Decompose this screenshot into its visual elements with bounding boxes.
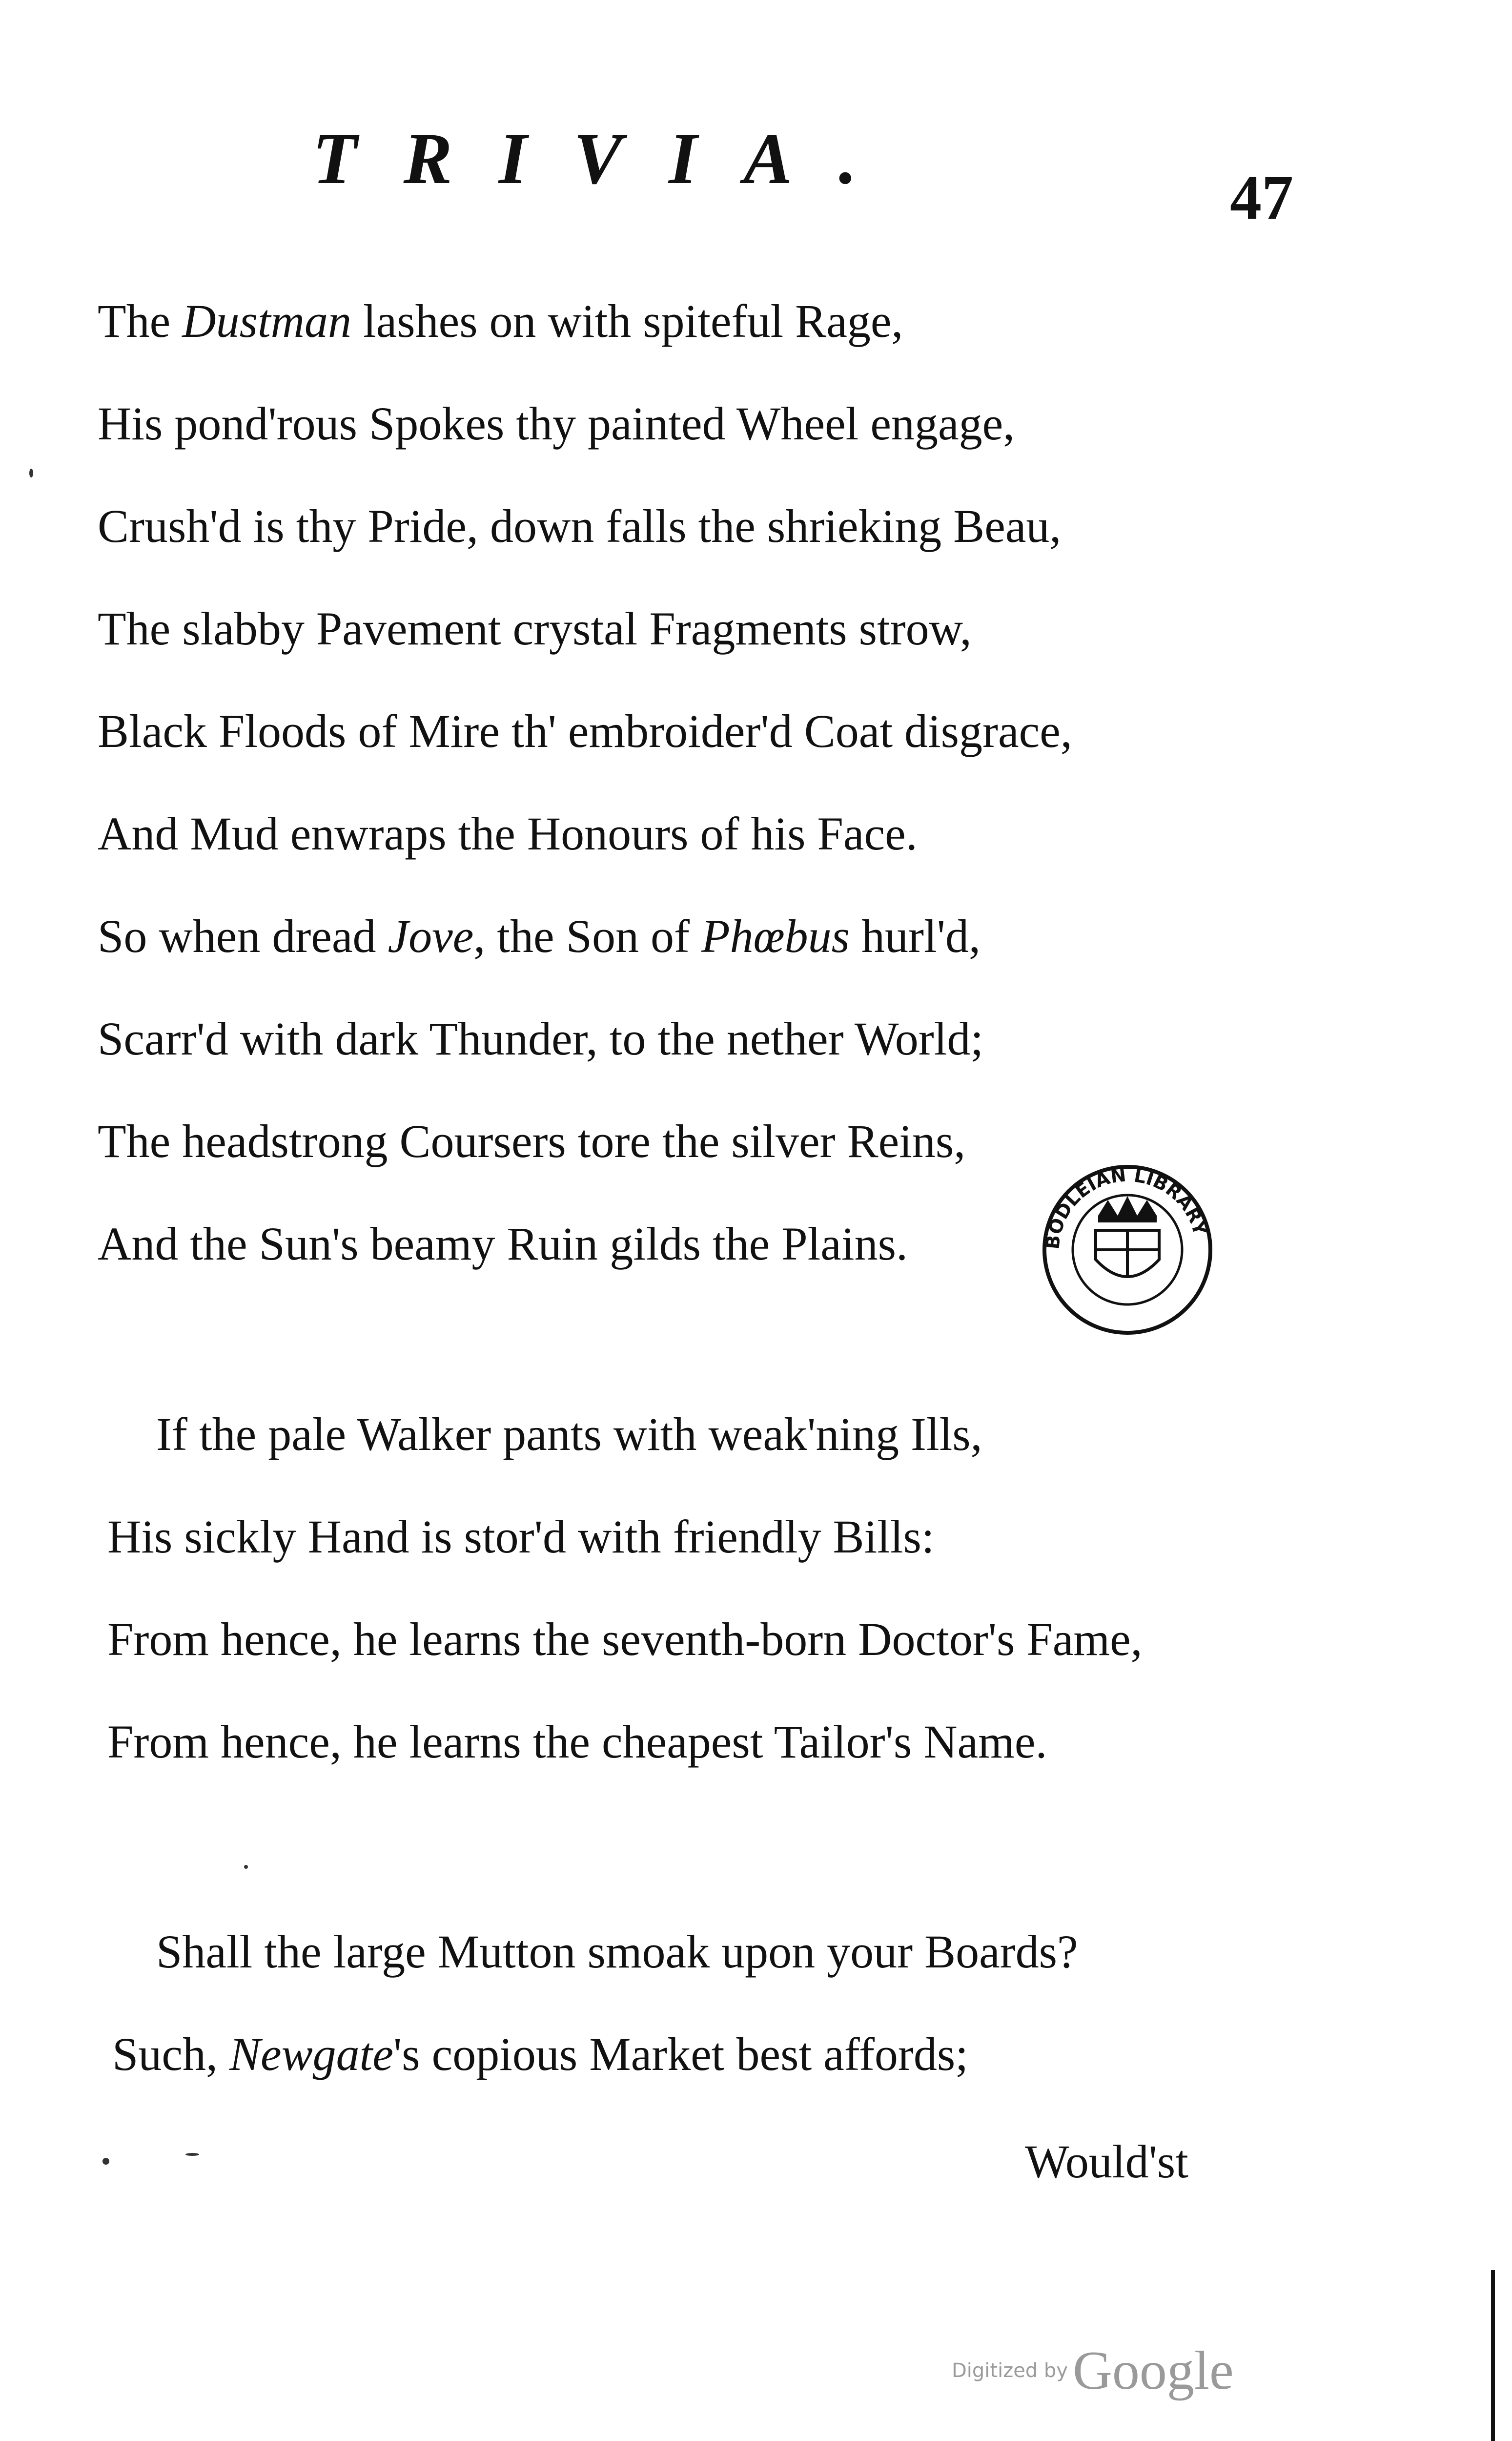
verse-line: And Mud enwraps the Honours of his Face. (98, 807, 918, 860)
verse-line: His pond'rous Spokes thy painted Wheel engage, (98, 397, 1015, 450)
verse-line: The slabby Pavement crystal Fragments strow, (98, 602, 972, 655)
ink-speck (102, 2158, 109, 2165)
library-stamp (1040, 1162, 1215, 1338)
verse-line: And the Sun's beamy Ruin gilds the Plains. (98, 1218, 908, 1270)
page-number: 47 (1230, 163, 1293, 233)
verse-line: If the pale Walker pants with weak'ning Ills, (156, 1408, 982, 1460)
running-title: TRIVIA. (312, 118, 904, 199)
verse-line: His sickly Hand is stor'd with friendly Bills: (107, 1510, 935, 1563)
verse-line: The headstrong Coursers tore the silver Reins, (98, 1115, 966, 1167)
verse-line: So when dread Jove, the Son of Phœbus hurl'd, (98, 910, 981, 962)
verse-line: From hence, he learns the cheapest Tailor's Name. (107, 1716, 1047, 1768)
verse-line: From hence, he learns the seventh-born Doctor's Fame, (107, 1613, 1143, 1665)
stamp-ring-text: BODLEIAN LIBRARY (1042, 1164, 1211, 1250)
verse-line: Such, Newgate's copious Market best affords; (112, 2028, 968, 2080)
digitized-by-google-watermark: Digitized byGoogle (952, 2340, 1234, 2401)
verse-line: The Dustman lashes on with spiteful Rage, (98, 295, 903, 347)
verse-line: Shall the large Mutton smoak upon your Boards? (156, 1925, 1078, 1978)
verse-line: Scarr'd with dark Thunder, to the nether World; (98, 1013, 984, 1065)
page-edge-mark (1491, 2270, 1495, 2441)
ink-speck (244, 1865, 248, 1869)
shield-icon (1096, 1230, 1159, 1277)
ink-speck (185, 2153, 199, 2156)
ink-speck (29, 469, 33, 477)
catchword: Would'st (1025, 2135, 1188, 2188)
verse-line: Crush'd is thy Pride, down falls the shrieking Beau, (98, 500, 1062, 552)
verse-line: Black Floods of Mire th' embroider'd Coat disgrace, (98, 705, 1072, 757)
